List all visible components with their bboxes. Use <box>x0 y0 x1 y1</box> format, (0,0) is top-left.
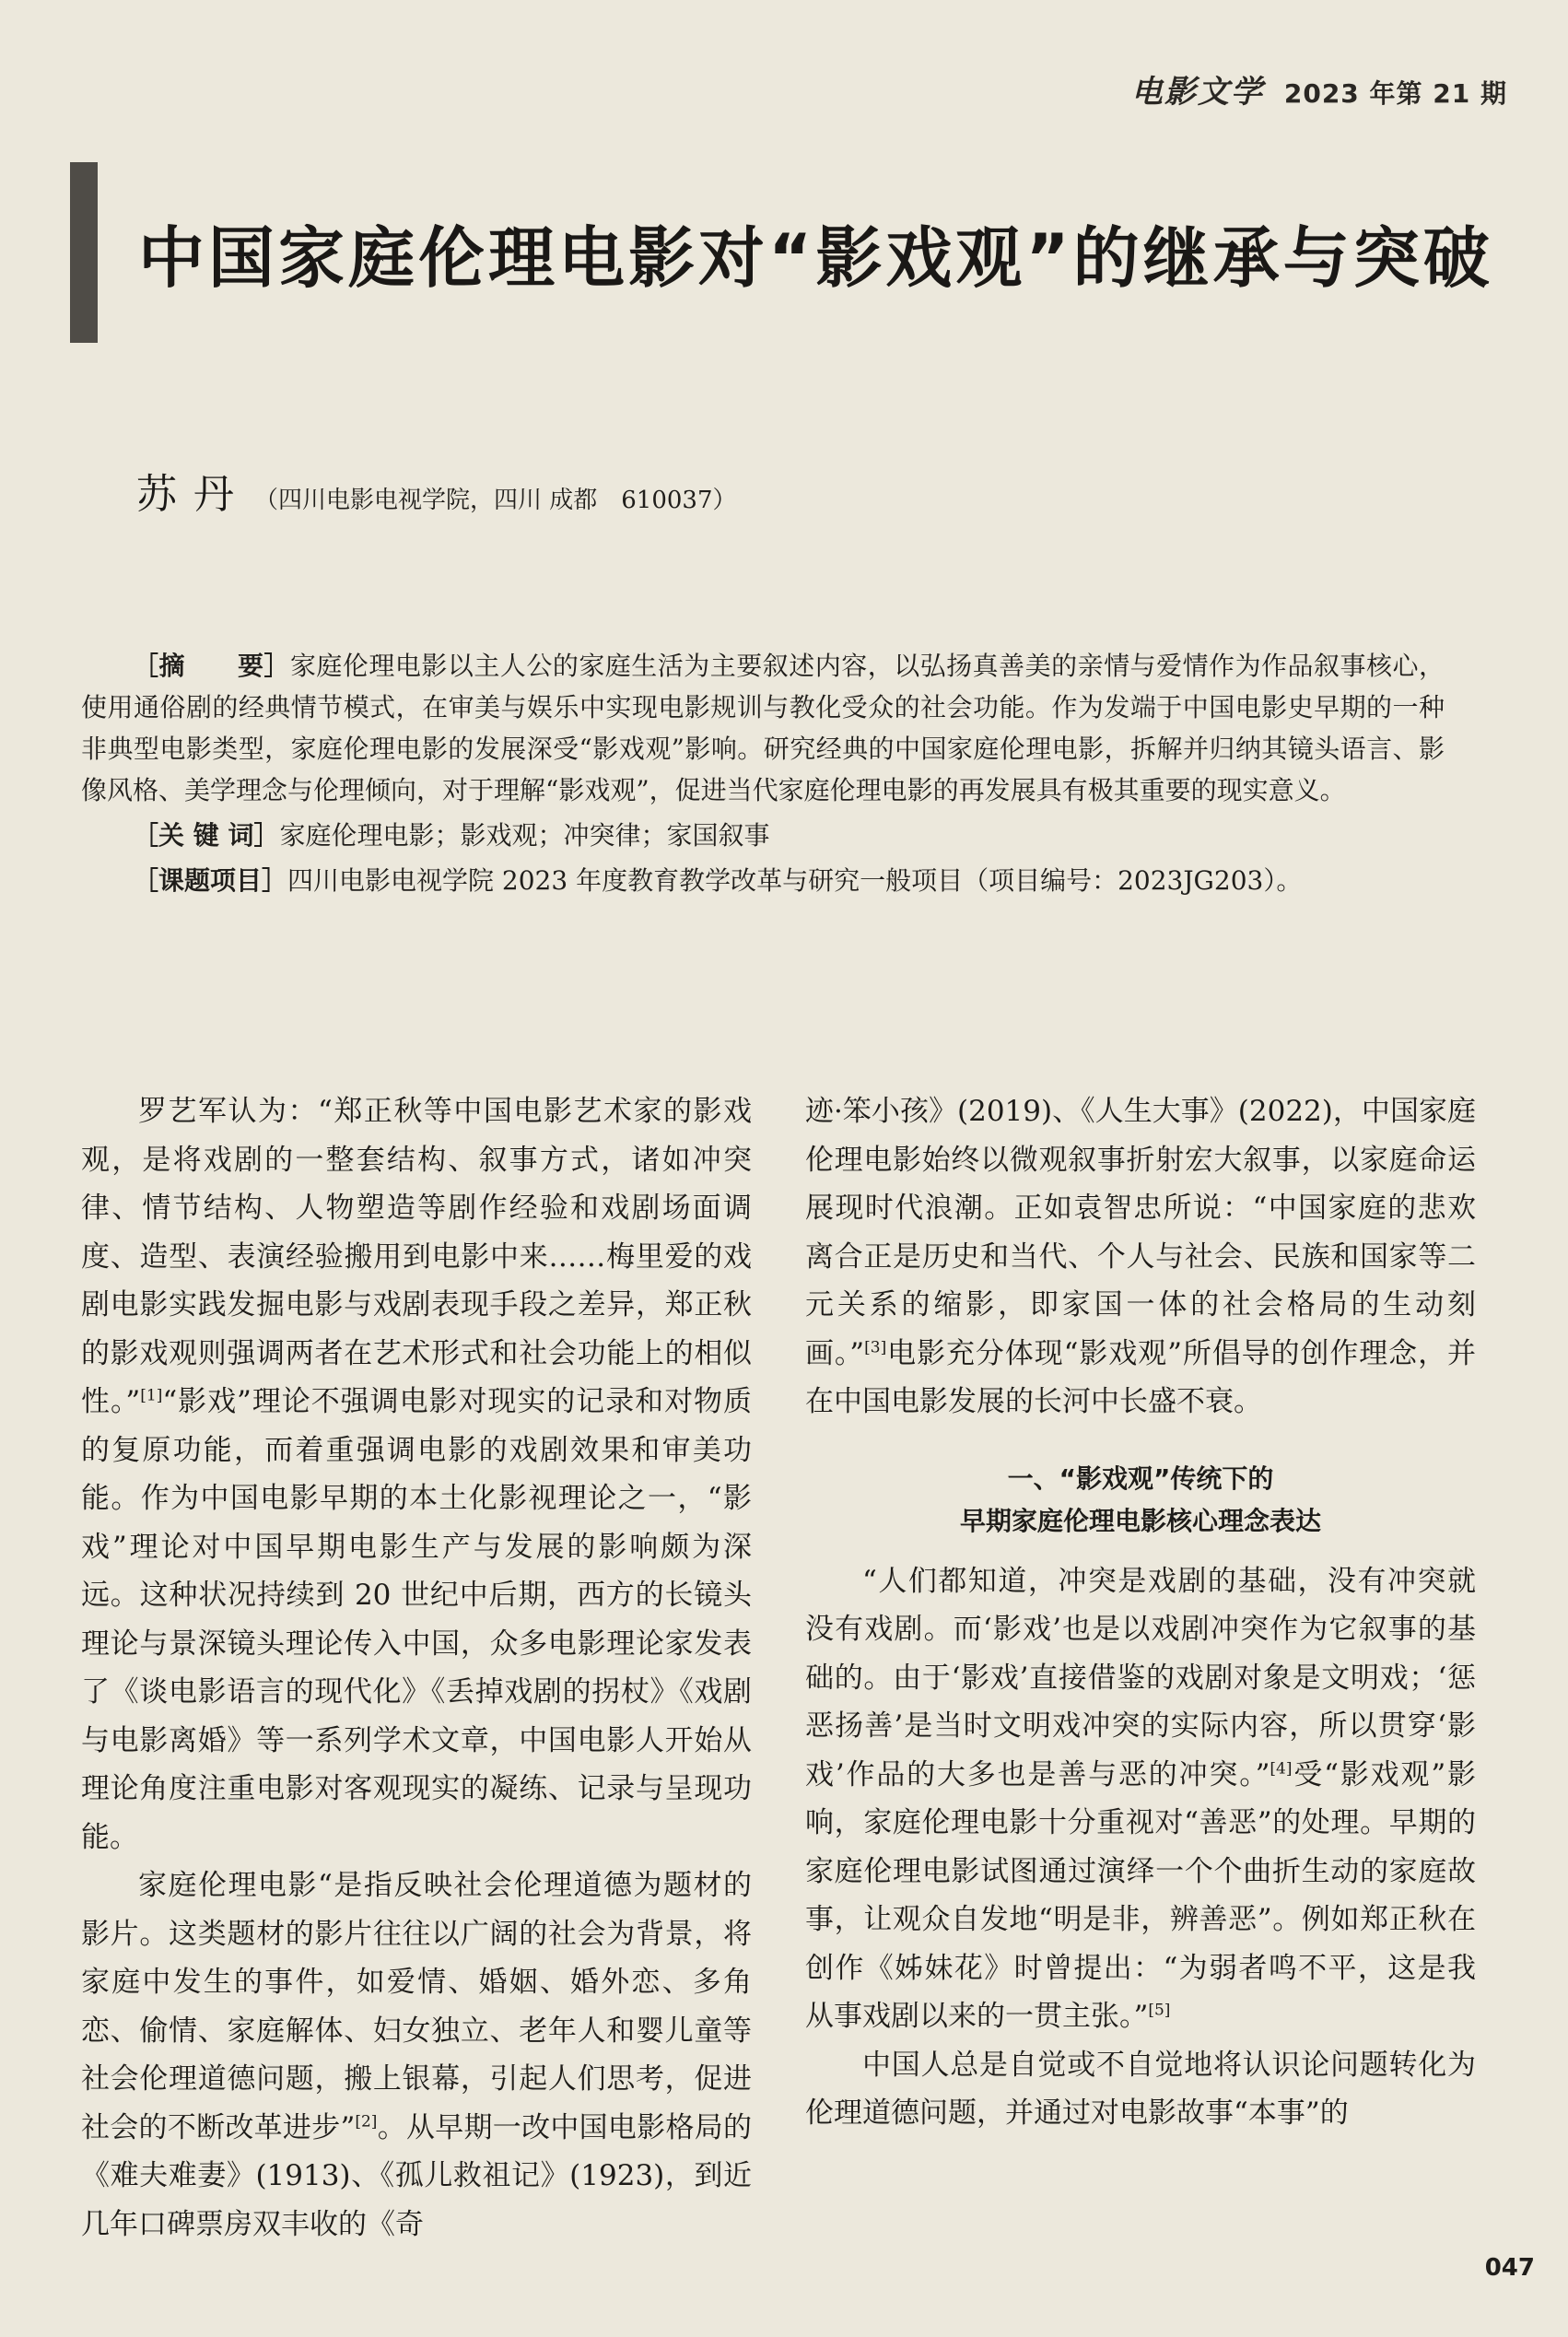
project-info <box>133 860 1445 901</box>
citation-ref: [4] <box>1270 1759 1293 1779</box>
abstract-label: ［摘 要］ <box>133 651 290 681</box>
paragraph-text: “影戏”理论不强调电影对现实的记录和对物质的复原功能，而着重强调电影的戏剧效果和审美功能。作为中国电影早期的本土化影视理论之一，“影戏”理论对中国早期电影生产与发展的影响颇为深远。这种状况持续到 20 世纪中后期，西方的长镜头理论与景深镜头理论传入中国，众多电影理论家发表了《谈电影语言的现代化》《丢掉戏剧的拐杖》《戏剧与电影离婚》等一系列学术文章，中国电影人开始从理论角度注重电影对客观现实的凝练、记录与呈现功能。 <box>81 1385 752 1854</box>
citation-ref: [3] <box>864 1338 887 1357</box>
body-paragraph <box>81 1861 752 2249</box>
keywords-text: 家庭伦理电影；影戏观；冲突律；家国叙事 <box>279 820 770 851</box>
author-name: 苏丹 <box>136 471 251 518</box>
body-paragraph <box>805 1557 1476 2041</box>
body-paragraph <box>805 2041 1476 2138</box>
abstract-block <box>81 645 1445 901</box>
author-line <box>136 461 737 520</box>
paragraph-text: 。从早期一改中国电影格局的《难夫难妻》(1913)、《孤儿救祖记》(1923)，到近几年口碑票房双丰收的《奇 <box>81 2110 752 2241</box>
body-column-right <box>805 1087 1476 2138</box>
citation-ref: [2] <box>355 2112 378 2131</box>
paragraph-text: 迹·笨小孩》(2019)、《人生大事》(2022)，中国家庭伦理电影始终以微观叙事折射宏大叙事，以家庭命运展现时代浪潮。正如袁智忠所说：“中国家庭的悲欢离合正是历史和当代、个人与社会、民族和国家等二元关系的缩影，即家国一体的社会格局的生动刻画。” <box>805 1095 1476 1370</box>
paragraph-text: “人们都知道，冲突是戏剧的基础，没有冲突就没有戏剧。而‘影戏’也是以戏剧冲突作为它叙事的基础的。由于‘影戏’直接借鉴的戏剧对象是文明戏；‘惩恶扬善’是当时文明戏冲突的实际内容，所以贯穿‘影戏’作品的大多也是善与恶的冲突。” <box>805 1564 1476 1791</box>
body-column-left <box>81 1087 752 2249</box>
article-title: 中国家庭伦理电影对“影戏观”的继承与突破 <box>138 219 1493 297</box>
section-heading <box>805 1458 1476 1543</box>
running-header <box>1131 66 1507 112</box>
author-affiliation: （四川电影电视学院，四川 成都 610037） <box>254 487 737 514</box>
citation-ref: [1] <box>140 1386 163 1405</box>
abstract-text: 家庭伦理电影以主人公的家庭生活为主要叙述内容，以弘扬真善美的亲情与爱情作为作品叙事核心，使用通俗剧的经典情节模式，在审美与娱乐中实现电影规训与教化受众的社会功能。作为发端于中国电影史早期的一种非典型电影类型，家庭伦理电影的发展深受“影戏观”影响。研究经典的中国家庭伦理电影，拆解并归纳其镜头语言、影像风格、美学理念与伦理倾向，对于理解“影戏观”，促进当代家庭伦理电影的再发展具有极其重要的现实意义。 <box>81 651 1445 805</box>
page-number: 047 <box>1484 2254 1535 2282</box>
paragraph-text: 家庭伦理电影“是指反映社会伦理道德为题材的影片。这类题材的影片往往以广阔的社会为背景，将家庭中发生的事件，如爱情、婚姻、婚外恋、多角恋、偷情、家庭解体、妇女独立、老年人和婴儿童等社会伦理道德问题，搬上银幕，引起人们思考，促进社会的不断改革进步” <box>81 1869 752 2144</box>
body-paragraph <box>81 1087 752 1861</box>
keywords-label: ［关 键 词］ <box>133 820 280 851</box>
section-heading-line: 早期家庭伦理电影核心理念表达 <box>959 1505 1321 1536</box>
paragraph-text: 中国人总是自觉或不自觉地将认识论问题转化为伦理道德问题，并通过对电影故事“本事”的 <box>805 2048 1476 2130</box>
abstract <box>81 645 1445 811</box>
paragraph-text: 电影充分体现“影戏观”所倡导的创作理念，并在中国电影发展的长河中长盛不衰。 <box>805 1336 1476 1418</box>
project-text: 四川电影电视学院 2023 年度教育教学改革与研究一般项目（项目编号：2023JG203）。 <box>287 865 1303 896</box>
paragraph-text: 罗艺军认为：“郑正秋等中国电影艺术家的影戏观，是将戏剧的一整套结构、叙事方式，诸如冲突律、情节结构、人物塑造等剧作经验和戏剧场面调度、造型、表演经验搬用到电影中来……梅里爱的戏剧电影实践发掘电影与戏剧表现手段之差异，郑正秋的影戏观则强调两者在艺术形式和社会功能上的相似性。” <box>81 1095 752 1418</box>
project-label: ［课题项目］ <box>133 865 288 896</box>
keywords <box>133 815 1445 856</box>
section-heading-line: 一、“影戏观”传统下的 <box>1007 1462 1274 1494</box>
paragraph-text: 受“影戏观”影响，家庭伦理电影十分重视对“善恶”的处理。早期的家庭伦理电影试图通过演绎一个个曲折生动的家庭故事，让观众自发地“明是非，辨善恶”。例如郑正秋在创作《姊妹花》时曾提出：“为弱者鸣不平，这是我从事戏剧以来的一贯主张。” <box>805 1757 1476 2033</box>
title-accent-bar <box>70 162 98 343</box>
citation-ref: [5] <box>1148 2001 1171 2020</box>
journal-name: 电影文学 <box>1130 74 1264 111</box>
issue-label: 2023 年第 21 期 <box>1283 78 1507 109</box>
body-paragraph <box>805 1087 1476 1427</box>
